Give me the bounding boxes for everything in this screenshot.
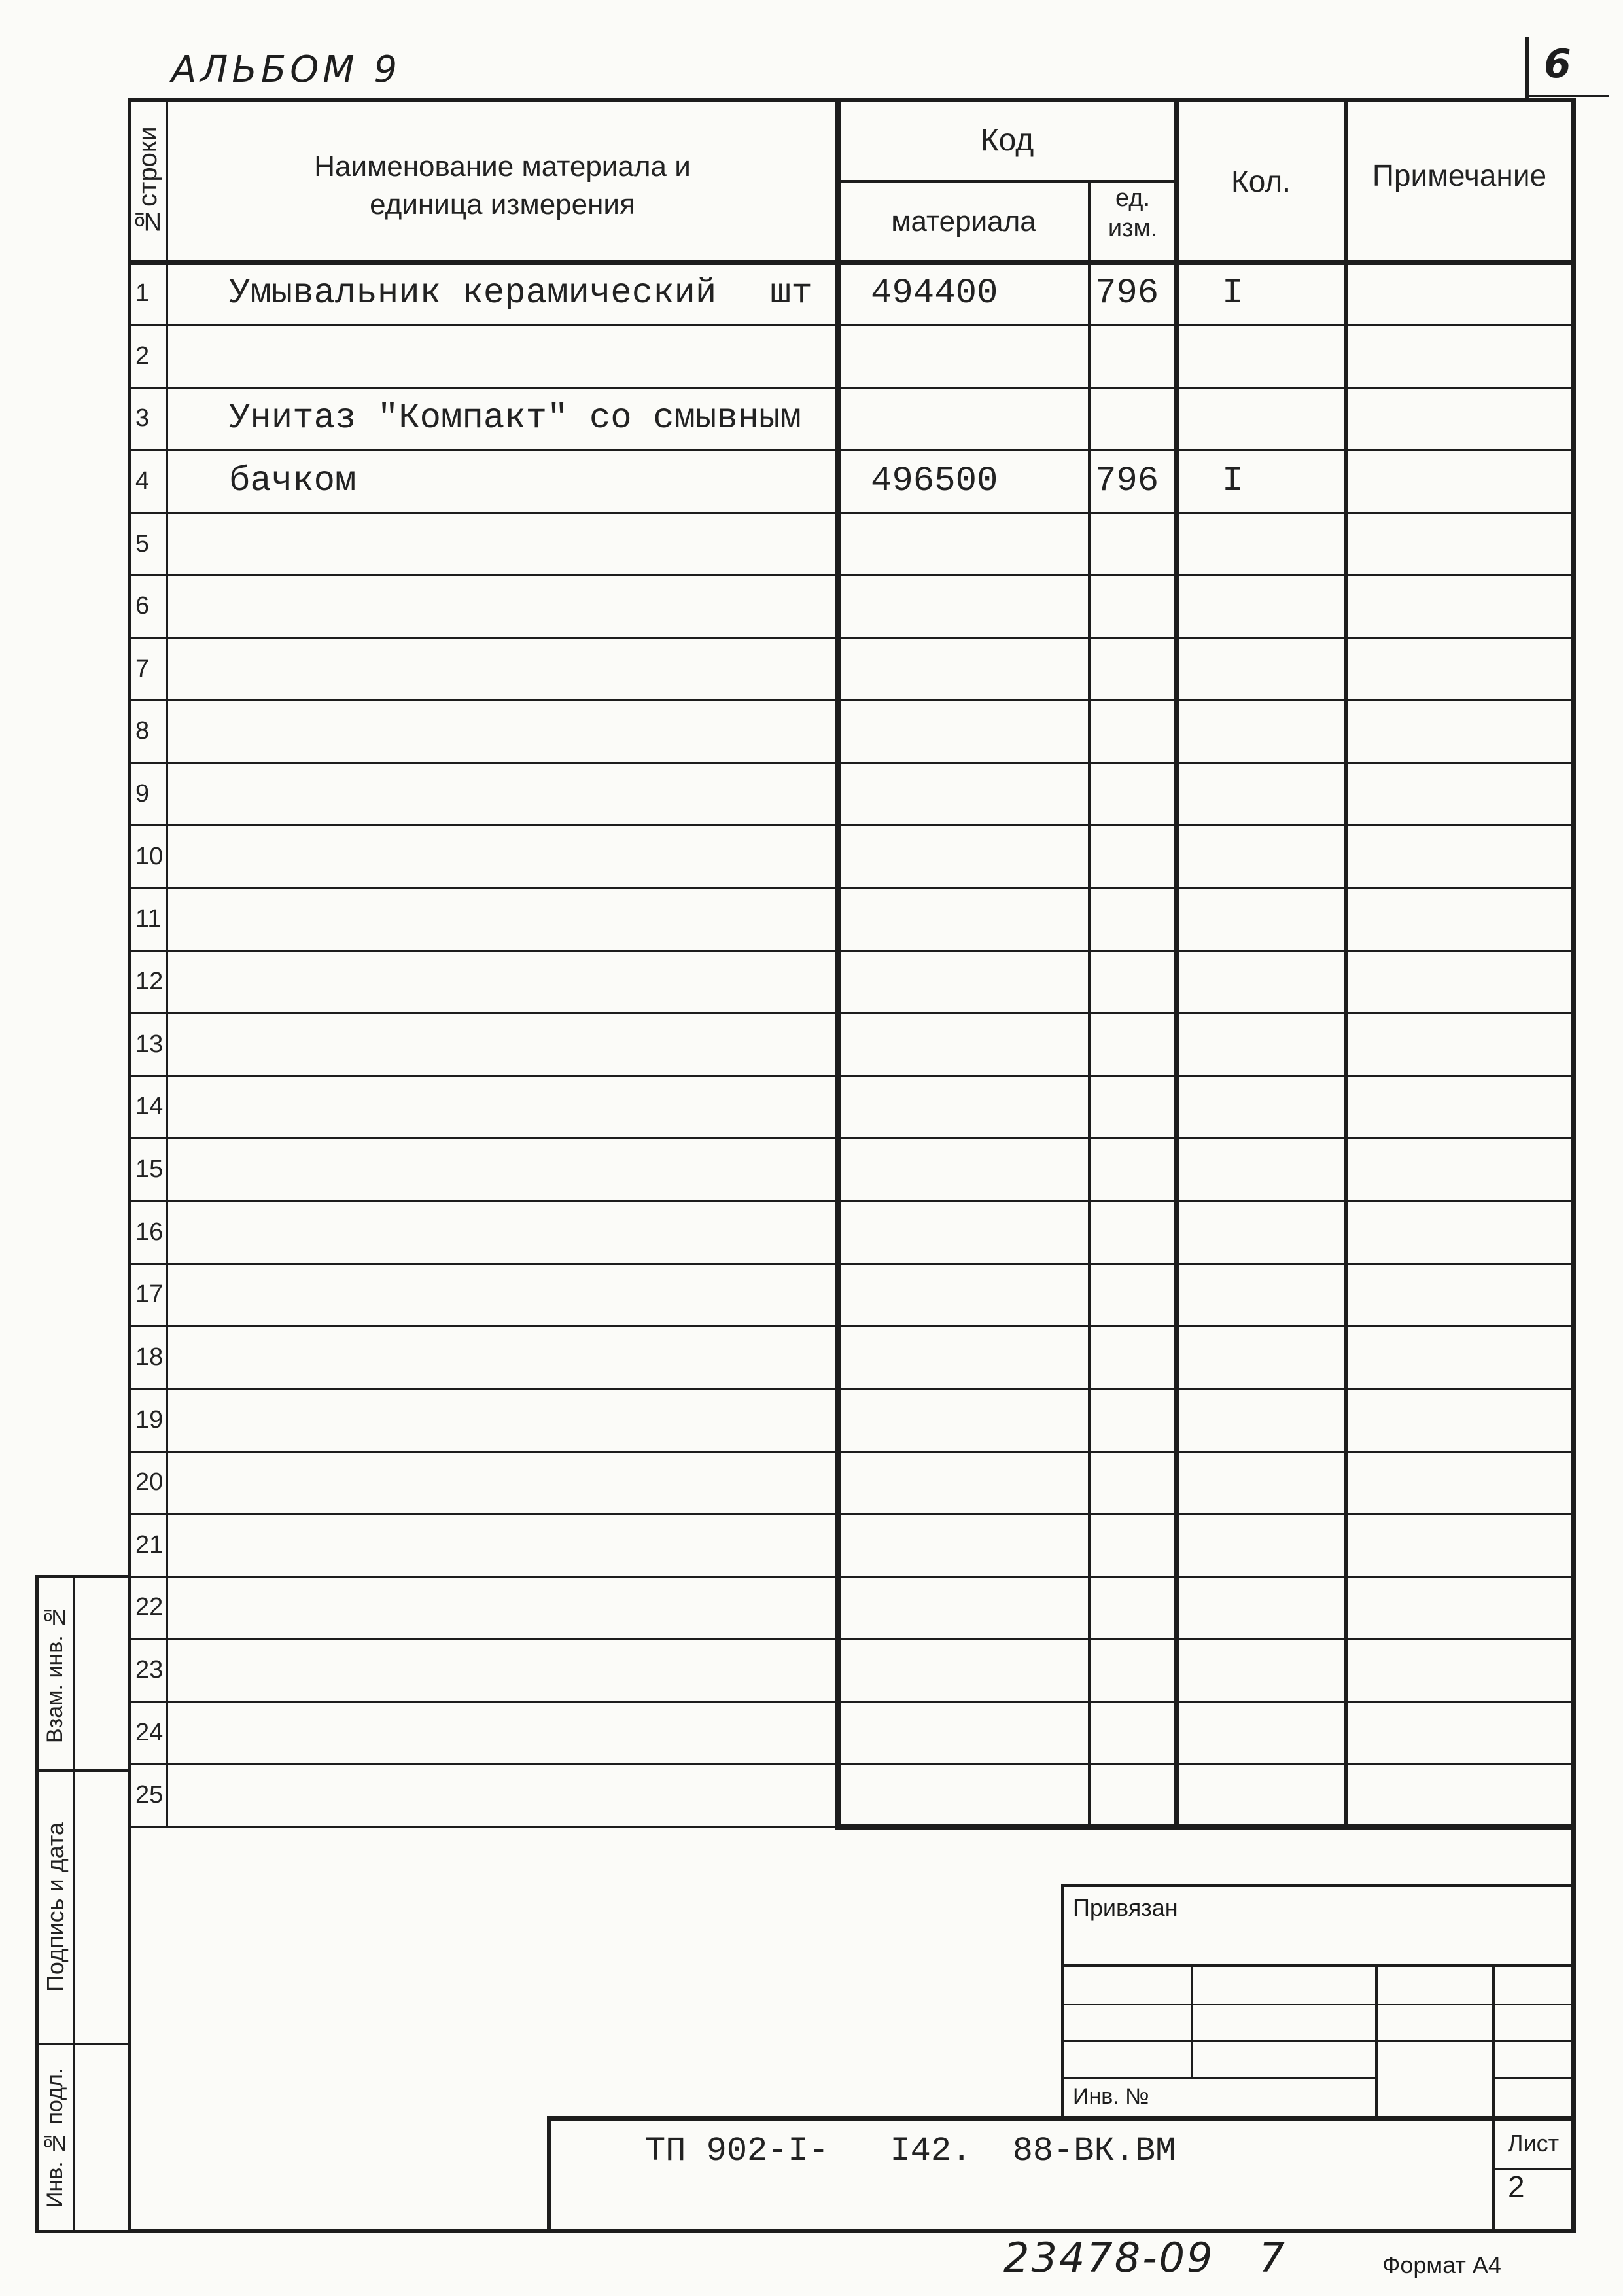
side-stamp-sign-date: Подпись и дата <box>42 1822 69 1992</box>
table-row <box>130 763 1573 826</box>
table-row <box>130 575 1573 638</box>
row-number: 10 <box>135 842 164 870</box>
rule-line <box>128 2229 1576 2233</box>
row-number: 3 <box>135 404 150 433</box>
table-row <box>130 1514 1573 1577</box>
page-mark: 6 <box>1544 41 1571 87</box>
title-block-attached-label: Привязан <box>1073 1894 1178 1921</box>
unit-code: 796 <box>1095 274 1159 313</box>
rule-line <box>1527 95 1609 97</box>
material-name: Умывальник керамический <box>229 274 717 313</box>
rule-line <box>1493 2077 1573 2079</box>
row-number: 1 <box>135 279 150 307</box>
table-row <box>130 1576 1573 1639</box>
table-row <box>130 450 1573 513</box>
rule-line <box>1492 1966 1495 2231</box>
album-label: АЛЬБОМ 9 <box>171 48 402 91</box>
header-code: Код <box>980 123 1034 158</box>
row-number: 16 <box>135 1218 164 1246</box>
side-stamp-replace-inv: Взам. инв. № <box>43 1604 67 1743</box>
table-row <box>130 1263 1573 1326</box>
table-row <box>130 1201 1573 1264</box>
title-block-sheet-number: 2 <box>1508 2170 1525 2204</box>
row-number: 6 <box>135 592 150 620</box>
footer-copy-number: 23478-09 7 <box>1003 2234 1287 2282</box>
table-row <box>130 1639 1573 1702</box>
table-row <box>130 1764 1573 1827</box>
unit-code: 796 <box>1095 461 1159 501</box>
table-row <box>130 700 1573 763</box>
rule-line <box>547 2116 1573 2121</box>
row-number: 9 <box>135 780 150 808</box>
table-row <box>130 1076 1573 1139</box>
header-quantity: Кол. <box>1231 164 1291 198</box>
material-code: 496500 <box>871 461 998 501</box>
rule-line <box>1062 2004 1573 2005</box>
table-row <box>130 638 1573 701</box>
row-number: 11 <box>135 905 162 933</box>
header-code-unit: ед. изм. <box>1108 185 1158 242</box>
rule-line <box>547 2118 551 2231</box>
quantity: I <box>1222 461 1244 501</box>
row-number: 4 <box>135 467 150 495</box>
row-number: 19 <box>135 1405 164 1434</box>
table-row <box>130 262 1573 325</box>
row-number: 7 <box>135 654 150 682</box>
title-block-sheet-label: Лист <box>1507 2130 1560 2157</box>
rule-line <box>1191 1966 1193 2078</box>
material-name: Унитаз "Компакт" со смывным <box>229 398 801 439</box>
table-row <box>130 1326 1573 1389</box>
table-row <box>130 1139 1573 1201</box>
table-row <box>130 1014 1573 1076</box>
header-note: Примечание <box>1372 158 1547 192</box>
footer-format: Формат А4 <box>1382 2252 1501 2278</box>
table-row <box>130 1702 1573 1765</box>
row-number: 12 <box>135 968 164 996</box>
title-block-inv-label: Инв. № <box>1073 2084 1149 2109</box>
material-code: 494400 <box>871 274 998 313</box>
row-number: 5 <box>135 529 150 557</box>
header-code-material: материала <box>891 205 1036 238</box>
side-stamp-orig-inv: Инв. № подл. <box>43 2068 67 2208</box>
table-row <box>130 951 1573 1014</box>
row-number: 15 <box>135 1155 164 1183</box>
header-row-number: №строки <box>133 126 162 236</box>
table-row <box>130 325 1573 388</box>
rule-line <box>1062 1884 1573 1887</box>
row-number: 24 <box>135 1718 164 1746</box>
row-number: 14 <box>135 1093 164 1121</box>
quantity: I <box>1222 274 1244 313</box>
rule-line <box>1062 1964 1573 1967</box>
material-name: бачком <box>229 461 357 501</box>
header-material-name: Наименование материала и единица измерения <box>314 150 691 221</box>
row-number: 20 <box>135 1468 164 1496</box>
table-row <box>130 1451 1573 1514</box>
row-number: 25 <box>135 1781 164 1809</box>
title-block-designation: ТП 902-I- I42. 88-ВК.ВМ <box>645 2132 1176 2170</box>
row-number: 13 <box>135 1030 164 1058</box>
table-row <box>130 513 1573 576</box>
table-row <box>130 387 1573 450</box>
table-row <box>130 826 1573 889</box>
row-number: 21 <box>135 1530 164 1559</box>
rule-line <box>1525 37 1529 98</box>
row-number: 2 <box>135 342 150 370</box>
row-number: 18 <box>135 1343 164 1371</box>
table-row <box>130 1389 1573 1452</box>
row-number: 8 <box>135 717 150 745</box>
row-number: 22 <box>135 1593 164 1621</box>
rule-line <box>1375 1966 1378 2118</box>
table-row <box>130 888 1573 951</box>
row-number: 17 <box>135 1280 164 1309</box>
material-unit: шт <box>770 274 812 313</box>
row-number: 23 <box>135 1656 164 1684</box>
rule-line <box>1062 2040 1573 2042</box>
rule-line <box>1061 1884 1064 2118</box>
